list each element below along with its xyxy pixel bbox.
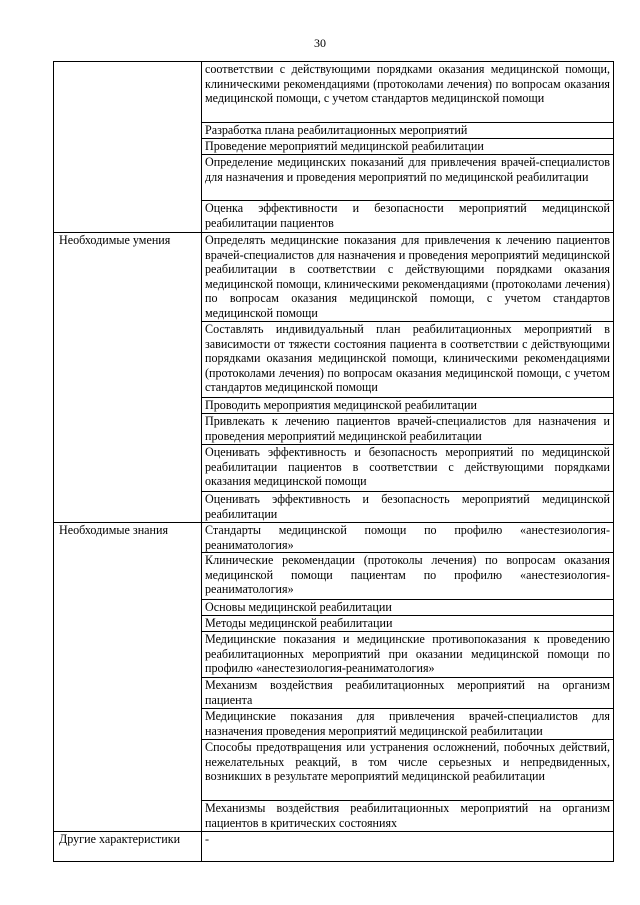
list-item: Проведение мероприятий медицинской реабилитации [202, 138, 613, 154]
list-item: Оценка эффективности и безопасности мероприятий медицинской реабилитации пациентов [202, 200, 613, 232]
row-items [202, 233, 614, 523]
list-item: Оценивать эффективность и безопасность мероприятий медицинской реабилитации [202, 491, 613, 522]
list-item: Стандарты медицинской помощи по профилю «анестезиология-реаниматология» [205, 523, 610, 552]
list-item: Привлекать к лечению пациентов врачей-специалистов для назначения и проведения мероприятий медицинской реабилитации [202, 413, 613, 444]
list-item: Механизм воздействия реабилитационных мероприятий на организм пациента [202, 677, 613, 708]
list-item: Основы медицинской реабилитации [202, 599, 613, 615]
list-item: Клинические рекомендации (протоколы лечения) по вопросам оказания медицинской помощи пациентам по профилю «анестезиология-реаниматология» [202, 552, 613, 599]
list-item: Оценивать эффективность и безопасность мероприятий по медицинской реабилитации пациентов в соответствии с действующими порядками оказания медицинской помощи [202, 444, 613, 491]
list-item: Разработка плана реабилитационных мероприятий [202, 122, 613, 138]
page-number: 30 [314, 36, 326, 50]
table-row [54, 62, 614, 233]
row-label: Необходимые знания [54, 523, 202, 832]
row-label: Необходимые умения [54, 233, 202, 523]
list-item: Механизмы воздействия реабилитационных мероприятий на организм пациентов в критических состояниях [202, 800, 613, 831]
list-item: Проводить мероприятия медицинской реабилитации [202, 397, 613, 413]
list-item: Определять медицинские показания для привлечения к лечению пациентов врачей-специалистов для назначения и проведения мероприятий медицинской реабилитации в соответствии с действующими порядками оказания медицинской помощи, клиническими рекомендациями (протоколами лечения) по вопросам оказания медицинской помощи, с учетом стандартов медицинской помощи [205, 233, 610, 320]
table-row [54, 832, 614, 862]
row-items [202, 62, 614, 233]
list-item: Методы медицинской реабилитации [202, 615, 613, 631]
list-item: Составлять индивидуальный план реабилитационных мероприятий в зависимости от тяжести состояния пациента в соответствии с действующими порядками оказания медицинской помощи, клиническими рекомендациями (протоколами лечения) по вопросам оказания медицинской помощи, с учетом стандартов медицинской помощи [202, 321, 613, 397]
list-item: Медицинские показания для привлечения врачей-специалистов для назначения проведения мероприятий медицинской реабилитации [202, 708, 613, 739]
table-row [54, 233, 614, 523]
list-item: - [205, 832, 210, 846]
competency-table [53, 61, 614, 862]
list-item: Медицинские показания и медицинские противопоказания к проведению реабилитационных мероприятий при оказании медицинской помощи по профилю «анестезиология-реаниматология» [202, 631, 613, 677]
list-item: соответствии с действующими порядками оказания медицинской помощи, клиническими рекомендациями (протоколами лечения) по вопросам оказания медицинской помощи, с учетом стандартов медицинской помощи [205, 62, 610, 106]
row-items [202, 523, 614, 832]
row-items [202, 832, 614, 862]
list-item: Способы предотвращения или устранения осложнений, побочных действий, нежелательных реакций, в том числе серьезных и непредвиденных, возникших в результате мероприятий медицинской реабилитации [202, 739, 613, 800]
table-row [54, 523, 614, 832]
row-label [54, 62, 202, 233]
list-item: Определение медицинских показаний для привлечения врачей-специалистов для назначения и проведения мероприятий по медицинской реабилитации [202, 154, 613, 200]
row-label: Другие характеристики [54, 832, 202, 862]
